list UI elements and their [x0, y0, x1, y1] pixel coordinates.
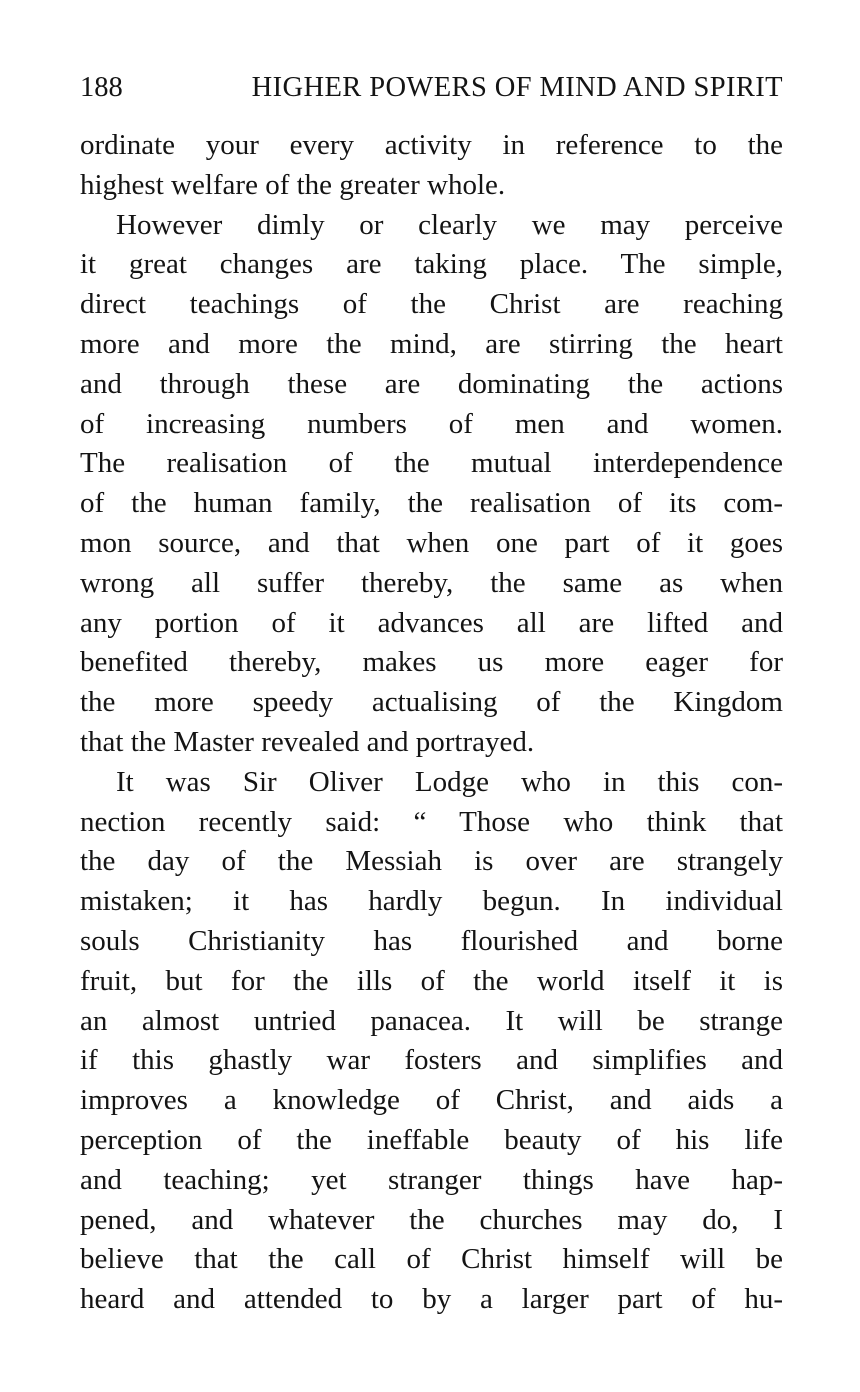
book-page [80, 68, 783, 1320]
text-line: heard and attended to by a larger part of hu- [80, 1283, 783, 1316]
text-line: However dimly or clearly we may perceive [116, 208, 783, 241]
text-line: and through these are dominating the actions [80, 367, 783, 400]
body-text [80, 126, 783, 1320]
book-title: HIGHER POWERS OF MIND AND SPIRIT [251, 72, 783, 103]
paragraph [80, 763, 783, 1320]
text-line: wrong all suffer thereby, the same as when [80, 566, 783, 599]
text-line: pened, and whatever the churches may do, I [80, 1203, 783, 1236]
text-line: ordinate your every activity in reference to the [80, 129, 783, 161]
text-line: it great changes are taking place. The simple, [80, 248, 783, 281]
text-line: mon source, and that when one part of it goes [80, 526, 783, 559]
text-line: nection recently said: “ Those who think that [80, 805, 783, 838]
text-line: if this ghastly war fosters and simplifies and [80, 1044, 783, 1077]
text-line: highest welfare of the greater whole. [80, 168, 506, 201]
text-line: of the human family, the realisation of its com- [80, 487, 783, 520]
text-line: direct teachings of the Christ are reaching [80, 288, 783, 321]
paragraph [80, 126, 783, 206]
text-line: The realisation of the mutual interdependence [80, 447, 783, 480]
text-line: souls Christianity has flourished and borne [80, 924, 783, 957]
text-line: improves a knowledge of Christ, and aids a [80, 1084, 783, 1117]
text-line: benefited thereby, makes us more eager for [80, 646, 783, 679]
text-line: and teaching; yet stranger things have hap- [80, 1163, 783, 1196]
running-head [80, 68, 783, 108]
text-line: more and more the mind, are stirring the heart [80, 327, 783, 360]
text-line: any portion of it advances all are lifted and [80, 606, 783, 639]
text-line: an almost untried panacea. It will be strange [80, 1004, 783, 1037]
text-line: fruit, but for the ills of the world itself it is [80, 964, 783, 997]
text-line: that the Master revealed and portrayed. [80, 725, 535, 758]
text-line: the day of the Messiah is over are strangely [80, 845, 783, 878]
text-line: of increasing numbers of men and women. [80, 407, 783, 440]
text-line: mistaken; it has hardly begun. In individual [80, 885, 783, 918]
text-line: believe that the call of Christ himself will be [80, 1243, 783, 1276]
text-line: It was Sir Oliver Lodge who in this con- [116, 765, 783, 798]
text-line: perception of the ineffable beauty of his life [80, 1123, 783, 1156]
text-line: the more speedy actualising of the Kingdom [80, 686, 783, 719]
paragraph [80, 206, 783, 763]
page-number: 188 [80, 72, 123, 103]
